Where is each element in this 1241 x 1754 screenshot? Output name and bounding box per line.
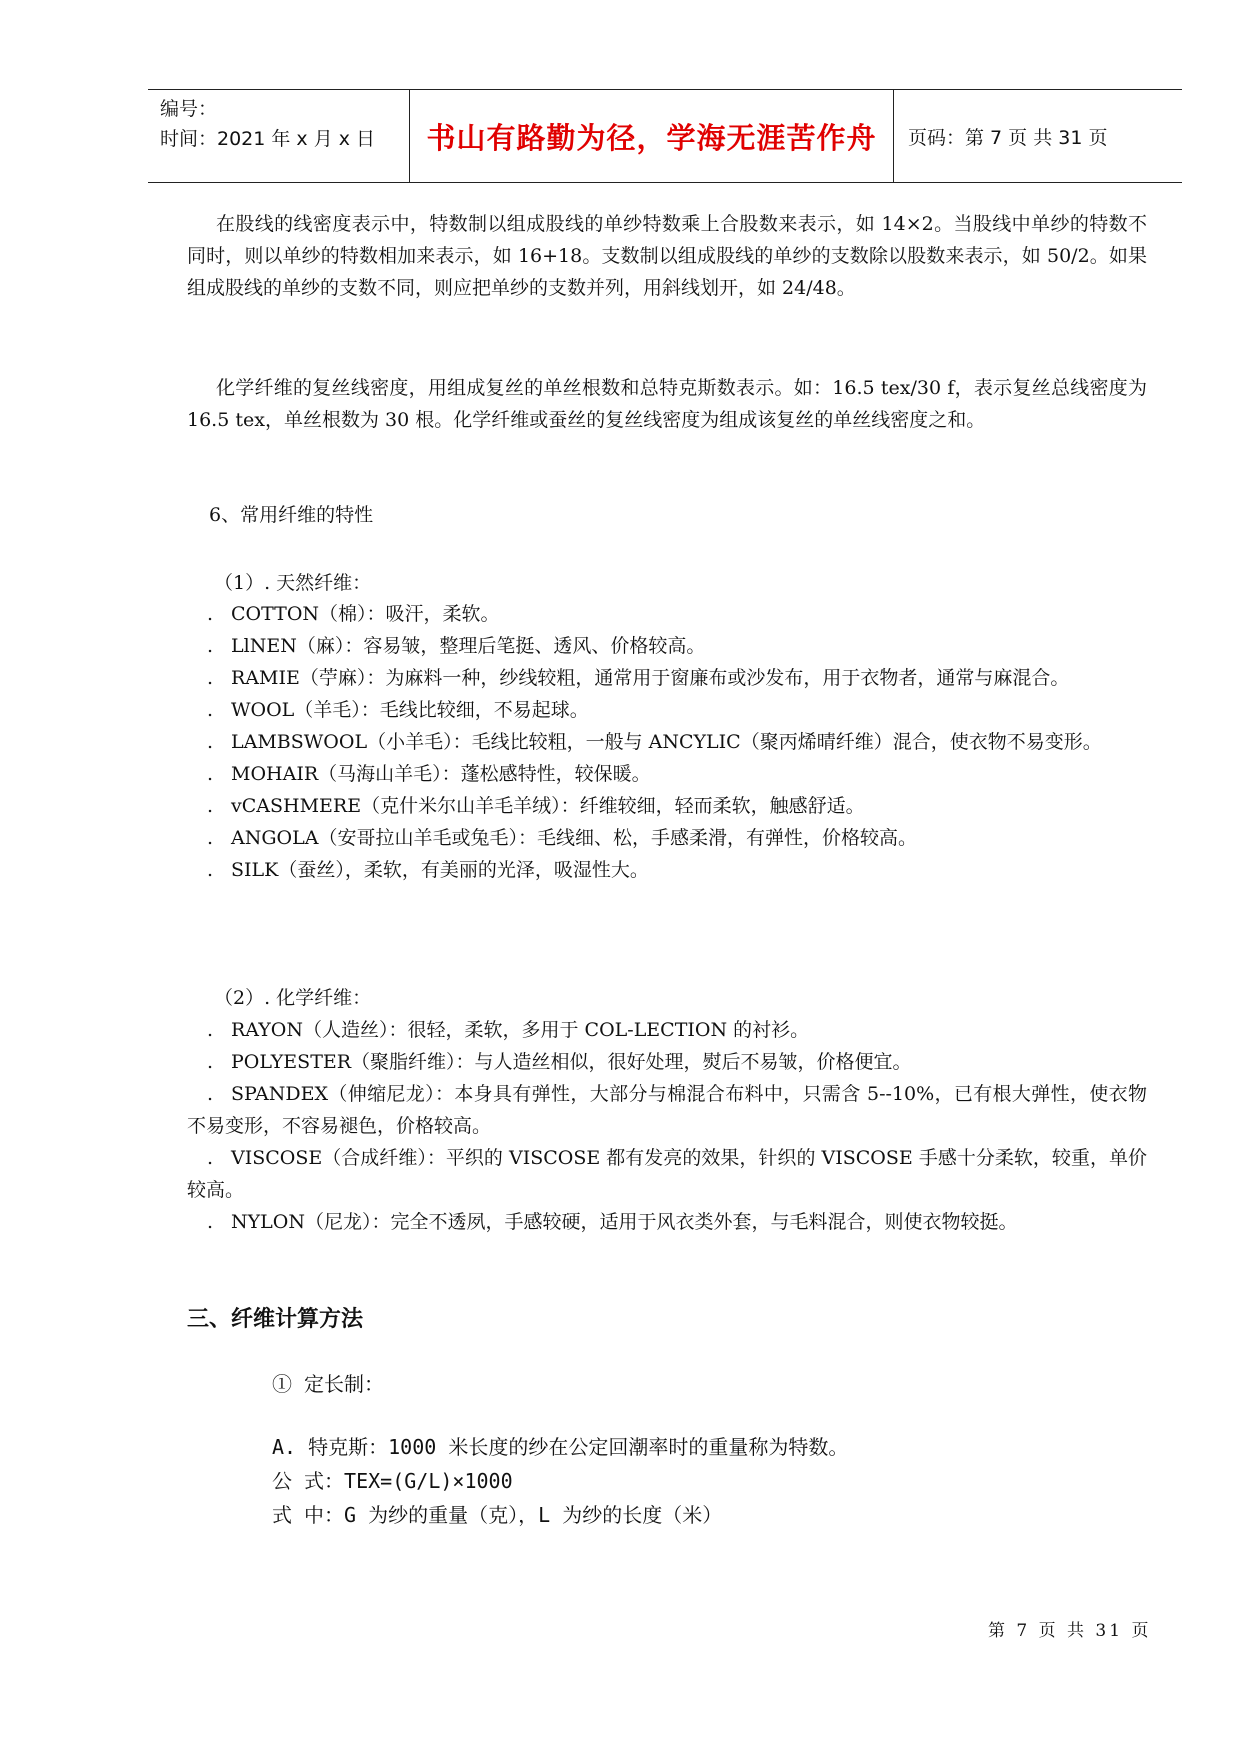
- tex-where: 式 中：G 为纱的重量（克），L 为纱的长度（米）: [272, 1503, 723, 1527]
- header-page-info: 页码：第 7 页 共 31 页: [908, 126, 1108, 149]
- paragraph-text: 在股线的线密度表示中，特数制以组成股线的单纱特数乘上合股数来表示，如 14×2。当股线中单纱的特数不同时，则以单纱的特数相加来表示，如 16+18。支数制以组成股线的单纱的支数除以股数来表示，如 50/2。如果组成股线的单纱的支数不同，则应把单纱的支数并列，用斜线划开，如 24/48。: [187, 213, 1147, 299]
- bullet: .: [207, 1211, 214, 1233]
- paragraph-text: 化学纤维的复丝线密度，用组成复丝的单丝根数和总特克斯数表示。如：16.5 tex/30 f，表示复丝总线密度为 16.5 tex，单丝根数为 30 根。化学纤维或蚕丝的复丝线密度为组成该复丝的单丝线密度之和。: [187, 377, 1147, 431]
- header-meta-cell: [148, 90, 410, 182]
- list-item: . POLYESTER（聚脂纤维）：与人造丝相似，很好处理，熨后不易皱，价格便宜。: [187, 1046, 1147, 1078]
- bullet: .: [207, 635, 214, 657]
- time-label: 时间：2021 年 x 月 x 日: [160, 128, 376, 150]
- bullet: .: [207, 763, 214, 785]
- tex-block: [272, 1430, 848, 1532]
- list-item: . RAMIE（苧麻）：为麻料一种，纱线较粗，通常用于窗廉布或沙发布，用于衣物者，通常与麻混合。: [187, 662, 1147, 694]
- list-item: . RAYON（人造丝）：很轻，柔软，多用于 COL-LECTION 的衬衫。: [187, 1014, 1147, 1046]
- bullet: .: [207, 859, 214, 881]
- tex-formula: 公 式：TEX=(G/L)×1000: [272, 1469, 513, 1493]
- list-item: . COTTON（棉）：吸汗，柔软。: [187, 598, 1147, 630]
- bullet: .: [207, 1147, 214, 1169]
- bullet: .: [207, 795, 214, 817]
- serial-label: 编号：: [160, 98, 218, 120]
- bullet: .: [207, 667, 214, 689]
- chemical-fiber-list: [187, 1014, 1147, 1238]
- fixed-length-heading: ① 定长制：: [272, 1372, 385, 1396]
- list-item: . WOOL（羊毛）：毛线比较细，不易起球。: [187, 694, 1147, 726]
- list-item: . LAMBSWOOL（小羊毛）：毛线比较粗，一般与 ANCYLIC（聚丙烯晴纤维）混合，使衣物不易变形。: [187, 726, 1147, 758]
- bullet: .: [207, 827, 214, 849]
- list-item: . LlNEN（麻）：容易皱，整理后笔挺、透风、价格较高。: [187, 630, 1147, 662]
- list-item: . NYLON（尼龙）：完全不透夙，手感较硬，适用于风衣类外套，与毛料混合，则使衣物较挺。: [187, 1206, 1147, 1238]
- list-item: . SILK（蚕丝），柔软，有美丽的光泽，吸湿性大。: [187, 854, 1147, 886]
- chemical-fiber-title: （2）. 化学纤维：: [214, 987, 372, 1009]
- list-item: . VISCOSE（合成纤维）：平织的 VISCOSE 都有发亮的效果，针织的 VISCOSE 手感十分柔软，较重，单价较高。: [187, 1142, 1147, 1206]
- header-motto: 书山有路勤为径，学海无涯苦作舟: [410, 90, 894, 182]
- page-footer: 第 7 页 共 31 页: [988, 1621, 1152, 1641]
- bullet: .: [207, 699, 214, 721]
- section-6-title: 6、常用纤维的特性: [209, 504, 374, 526]
- paragraph-multifilament: [187, 372, 1147, 436]
- list-item: . ANGOLA（安哥拉山羊毛或兔毛）：毛线细、松，手感柔滑，有弹性，价格较高。: [187, 822, 1147, 854]
- bullet: .: [207, 1083, 214, 1105]
- bullet: .: [207, 603, 214, 625]
- bullet: .: [207, 1051, 214, 1073]
- natural-fiber-title: （1）. 天然纤维：: [214, 572, 372, 594]
- bullet: .: [207, 731, 214, 753]
- bullet: .: [207, 1019, 214, 1041]
- list-item: . vCASHMERE（克什米尔山羊毛羊绒）：纤维较细，轻而柔软，触感舒适。: [187, 790, 1147, 822]
- tex-definition: A. 特克斯：1000 米长度的纱在公定回潮率时的重量称为特数。: [272, 1435, 849, 1459]
- natural-fiber-list: [187, 598, 1147, 886]
- list-item: . MOHAIR（马海山羊毛）：蓬松感特性，较保暖。: [187, 758, 1147, 790]
- header-table: [148, 89, 1182, 183]
- list-item: . SPANDEX（伸缩尼龙）：本身具有弹性，大部分与棉混合布料中，只需含 5--10%，已有根大弹性，使衣物不易变形，不容易褪色，价格较高。: [187, 1078, 1147, 1142]
- paragraph-ply-yarn: [187, 208, 1147, 304]
- section-3-title: 三、纤维计算方法: [187, 1307, 364, 1332]
